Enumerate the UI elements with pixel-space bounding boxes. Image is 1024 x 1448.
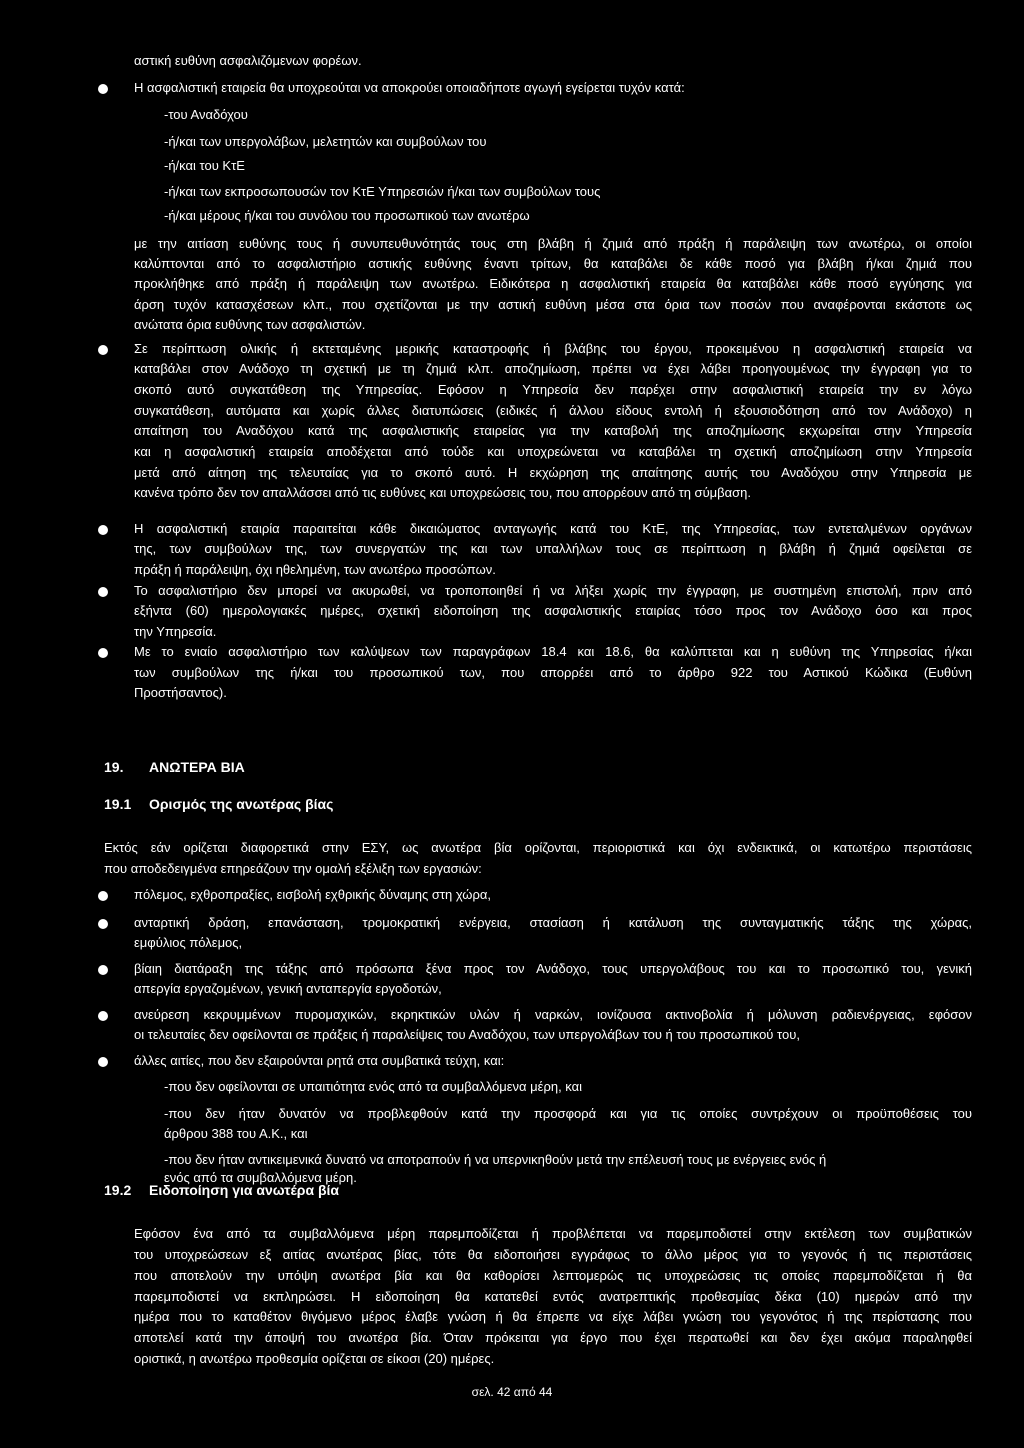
subsection-title: Ειδοποίηση για ανωτέρα βία <box>149 1182 339 1198</box>
bullet-text: Η ασφαλιστική εταιρεία θα υποχρεούται να αποκρούει οποιαδήποτε αγωγή εγείρεται τυχόν κατά: <box>134 80 685 95</box>
bullet-line: καταβάλει στον Ανάδοχο τη σχετική με τη ζημιά κλπ. αποζημίωση, πρέπει να έχει λάβει προηγουμένως την έγγραφη για το <box>134 361 972 376</box>
bullet-icon <box>98 1011 108 1021</box>
sub-item: -ή/και του ΚτΕ <box>164 158 245 173</box>
page-number: σελ. 42 από 44 <box>471 1385 553 1399</box>
sub-item: -του Αναδόχου <box>164 107 248 122</box>
final-line: που αποτελούν την υπόψη ανωτέρα βία και θα καθορίσει λεπτομερώς τις υποχρεώσεις τις οποίες παρεμποδίζεται ή θα <box>134 1268 972 1283</box>
list-item: άλλες αιτίες, που δεν εξαιρούνται ρητά στα συμβατικά τεύχη, και: <box>134 1053 505 1068</box>
bullet-line: την Υπηρεσία. <box>134 624 217 639</box>
subsection-title: Ορισμός της ανωτέρας βίας <box>149 796 334 812</box>
sub-item: -ή/και μέρους ή/και του συνόλου του προσωπικού των ανωτέρω <box>164 208 530 223</box>
bullet-line: Το ασφαλιστήριο δεν μπορεί να ακυρωθεί, να τροποποιηθεί ή να λήξει χωρίς την έγγραφη, με συστημένη επιστολή, πριν από <box>134 583 972 598</box>
subsection-number: 19.2 <box>104 1182 132 1198</box>
subsection-number: 19.1 <box>104 796 132 812</box>
bullet-line: Σε περίπτωση ολικής ή εκτεταμένης μερικής καταστροφής ή βλάβης του έργου, προκειμένου η ασφαλιστική εταιρεία να <box>134 341 972 356</box>
bullet-icon <box>98 525 108 535</box>
sub-item: -ή/και των υπεργολάβων, μελετητών και συμβούλων του <box>164 134 487 149</box>
intro-line: που αποδεδειγμένα επηρεάζουν την ομαλή εξέλιξη των εργασιών: <box>104 861 482 876</box>
final-line: οριστικά, η ανωτέρω προθεσμία ορίζεται σε είκοσι (20) ημέρες. <box>134 1351 495 1366</box>
paragraph-line: με την αιτίαση ευθύνης τους ή συνυπευθυνότητάς τους στη βλάβη ή ζημιά από πράξη ή παράλειψη των ανωτέρω, οι οποίοι <box>134 236 972 251</box>
intro-line: Εκτός εάν ορίζεται διαφορετικά στην ΕΣΥ, ως ανωτέρα βία ορίζονται, περιοριστικά και όχι ενδεικτικά, οι κατωτέρω περιστάσεις <box>104 840 972 855</box>
bullet-line: πράξη ή παράλειψη, όχι ηθελημένη, των ανωτέρω προσώπων. <box>134 562 496 577</box>
section-title: ΑΝΩΤΕΡΑ ΒΙΑ <box>149 759 245 775</box>
sub-item: άρθρου 388 του Α.Κ., και <box>164 1126 308 1141</box>
final-line: του υποχρεώσεων εξ αιτίας ανωτέρας βίας, τότε θα ειδοποιήσει εγγράφως το άλλο μέρος για το γεγονός ή τις περιστάσεις <box>134 1247 972 1262</box>
final-line: αποτελεί κατά την άποψή του ανωτέρα βία. Όταν πρόκειται για έργο που έχει περατωθεί και δεν έχει ακόμα παραληφθεί <box>134 1330 972 1345</box>
paragraph-line: άρση τυχόν κατασχέσεων κλπ., που σχετίζονται με την αστική ευθύνη μέσα στα όρια των ποσών που αναφέρονται εκάστοτε ως <box>134 297 972 312</box>
sub-item: -που δεν ήταν δυνατόν να προβλεφθούν κατά την προσφορά και για τις οποίες συντρέχουν οι προϋποθέσεις του <box>164 1106 972 1121</box>
continuation-text: αστική ευθύνη ασφαλιζόμενων φορέων. <box>134 53 362 68</box>
final-line: Εφόσον ένα από τα συμβαλλόμενα μέρη παρεμποδίζεται ή προβλέπεται να παρεμποδιστεί στην εκτέλεση των συμβατικών <box>134 1226 972 1241</box>
bullet-line: της, των συμβούλων της, των συνεργατών της και των υπαλλήλων τους σε περίπτωση η βλάβη ή ζημιά οφείλεται σε <box>134 541 972 556</box>
bullet-line: απαίτηση του Αναδόχου κατά της ασφαλιστικής εταιρείας για την καταβολή της αποζημίωσης εκχωρείται στην Υπηρεσία <box>134 423 972 438</box>
sub-item: ενός από τα συμβαλλόμενα μέρη. <box>164 1170 357 1185</box>
bullet-line: των συμβούλων της ή/και του προσωπικού των, που απορρέει από το άρθρο 922 του Αστικού Κώδικα (Ευθύνη <box>134 665 972 680</box>
final-line: ημέρα που το καταθέτον θιγόμενο μέρος έλαβε γνώση ή θα έπρεπε να είχε λάβει γνώση του γεγονότος ή της περίστασης που <box>134 1309 972 1324</box>
sub-item: -που δεν ήταν αντικειμενικά δυνατό να αποτραπούν ή να υπερνικηθούν μετά την επέλευσή τους με ενέργειες ενός ή <box>164 1152 827 1167</box>
bullet-line: Προστήσαντος). <box>134 685 227 700</box>
bullet-icon <box>98 965 108 975</box>
list-item: οι τελευταίες δεν οφείλονται σε πράξεις ή παραλείψεις του Αναδόχου, των υπεργολάβων του ή του προσωπικού του, <box>134 1027 800 1042</box>
bullet-icon <box>98 891 108 901</box>
paragraph-line: προκλήθηκε από πράξη ή παράλειψη των ανωτέρω. Ειδικότερα η ασφαλιστική εταιρεία θα καταβάλει κάθε ποσό εγγύησης για <box>134 276 972 291</box>
bullet-icon <box>98 345 108 355</box>
bullet-icon <box>98 84 108 94</box>
list-item: πόλεμος, εχθροπραξίες, εισβολή εχθρικής δύναμης στη χώρα, <box>134 887 491 902</box>
list-item: εμφύλιος πόλεμος, <box>134 935 243 950</box>
bullet-icon <box>98 587 108 597</box>
bullet-icon <box>98 648 108 658</box>
bullet-line: μετά από αίτηση της τελευταίας για το σκοπό αυτό. Η εκχώρηση της απαίτησης αυτής του Αναδόχου στην Υπηρεσία με <box>134 465 972 480</box>
bullet-line: εξήντα (60) ημερολογιακές ημέρες, σχετική ειδοποίηση της ασφαλιστικής εταιρίας τόσο προς τον Ανάδοχο όσο και προς <box>134 603 972 618</box>
bullet-line: Η ασφαλιστική εταιρία παραιτείται κάθε δικαιώματος ανταγωγής κατά του ΚτΕ, της Υπηρεσίας, των εντεταλμένων οργάνων <box>134 521 972 536</box>
final-line: παρεμποδιστεί να εκπληρώσει. Η ειδοποίηση θα κατατεθεί εντός ανατρεπτικής προθεσμίας δέκα (10) ημερών από την <box>134 1289 972 1304</box>
sub-item: -ή/και των εκπροσωπουσών τον ΚτΕ Υπηρεσιών ή/και των συμβούλων τους <box>164 184 601 199</box>
bullet-line: και η ασφαλιστική εταιρεία αποδέχεται από τούδε και υποχρεώνεται να καταβάλει τη σχετική αποζημίωση στην Υπηρεσία <box>134 444 972 459</box>
paragraph-line: ανώτατα όρια ευθύνης των ασφαλιστών. <box>134 317 366 332</box>
paragraph-line: καλύπτονται από το ασφαλιστήριο αστικής ευθύνης έναντι τρίτων, θα καταβάλει δε κάθε ποσό για βλάβη ή/και ζημιά που <box>134 256 972 271</box>
bullet-line: σκοπό αυτό συγκατάθεση της Υπηρεσίας. Εφόσον η Υπηρεσία δεν παρέχει στην ασφαλιστική εταιρεία την εν λόγω <box>134 382 972 397</box>
section-number: 19. <box>104 759 124 775</box>
list-item: βίαιη διατάραξη της τάξης από πρόσωπα ξένα προς τον Ανάδοχο, τους υπεργολάβους του και το προσωπικό του, γενική <box>134 961 972 976</box>
bullet-line: Με το ενιαίο ασφαλιστήριο των καλύψεων των παραγράφων 18.4 και 18.6, θα καλύπτεται και η ευθύνη της Υπηρεσίας ή/και <box>134 644 972 659</box>
bullet-icon <box>98 1057 108 1067</box>
bullet-icon <box>98 919 108 929</box>
list-item: ανταρτική δράση, επανάσταση, τρομοκρατική ενέργεια, στασίαση ή κατάλυση της συνταγματικής τάξης της χώρας, <box>134 915 972 930</box>
sub-item: -που δεν οφείλονται σε υπαιτιότητα ενός από τα συμβαλλόμενα μέρη, και <box>164 1079 583 1094</box>
list-item: ανεύρεση κεκρυμμένων πυρομαχικών, εκρηκτικών υλών ή ναρκών, ιονίζουσα ακτινοβολία ή μόλυνση ραδιενέργειας, εφόσον <box>134 1007 972 1022</box>
list-item: απεργία εργαζομένων, γενική ανταπεργία εργοδοτών, <box>134 981 442 996</box>
bullet-line: κανένα τρόπο δεν τον απαλλάσσει από τις ευθύνες και υποχρεώσεις του, που απορρέουν από τη σύμβαση. <box>134 485 752 500</box>
bullet-line: συγκατάθεση, αυτόματα και χωρίς άλλες διατυπώσεις (ειδικές ή άλλου είδους εντολή ή εξουσιοδότηση από τον Ανάδοχο) η <box>134 403 972 418</box>
